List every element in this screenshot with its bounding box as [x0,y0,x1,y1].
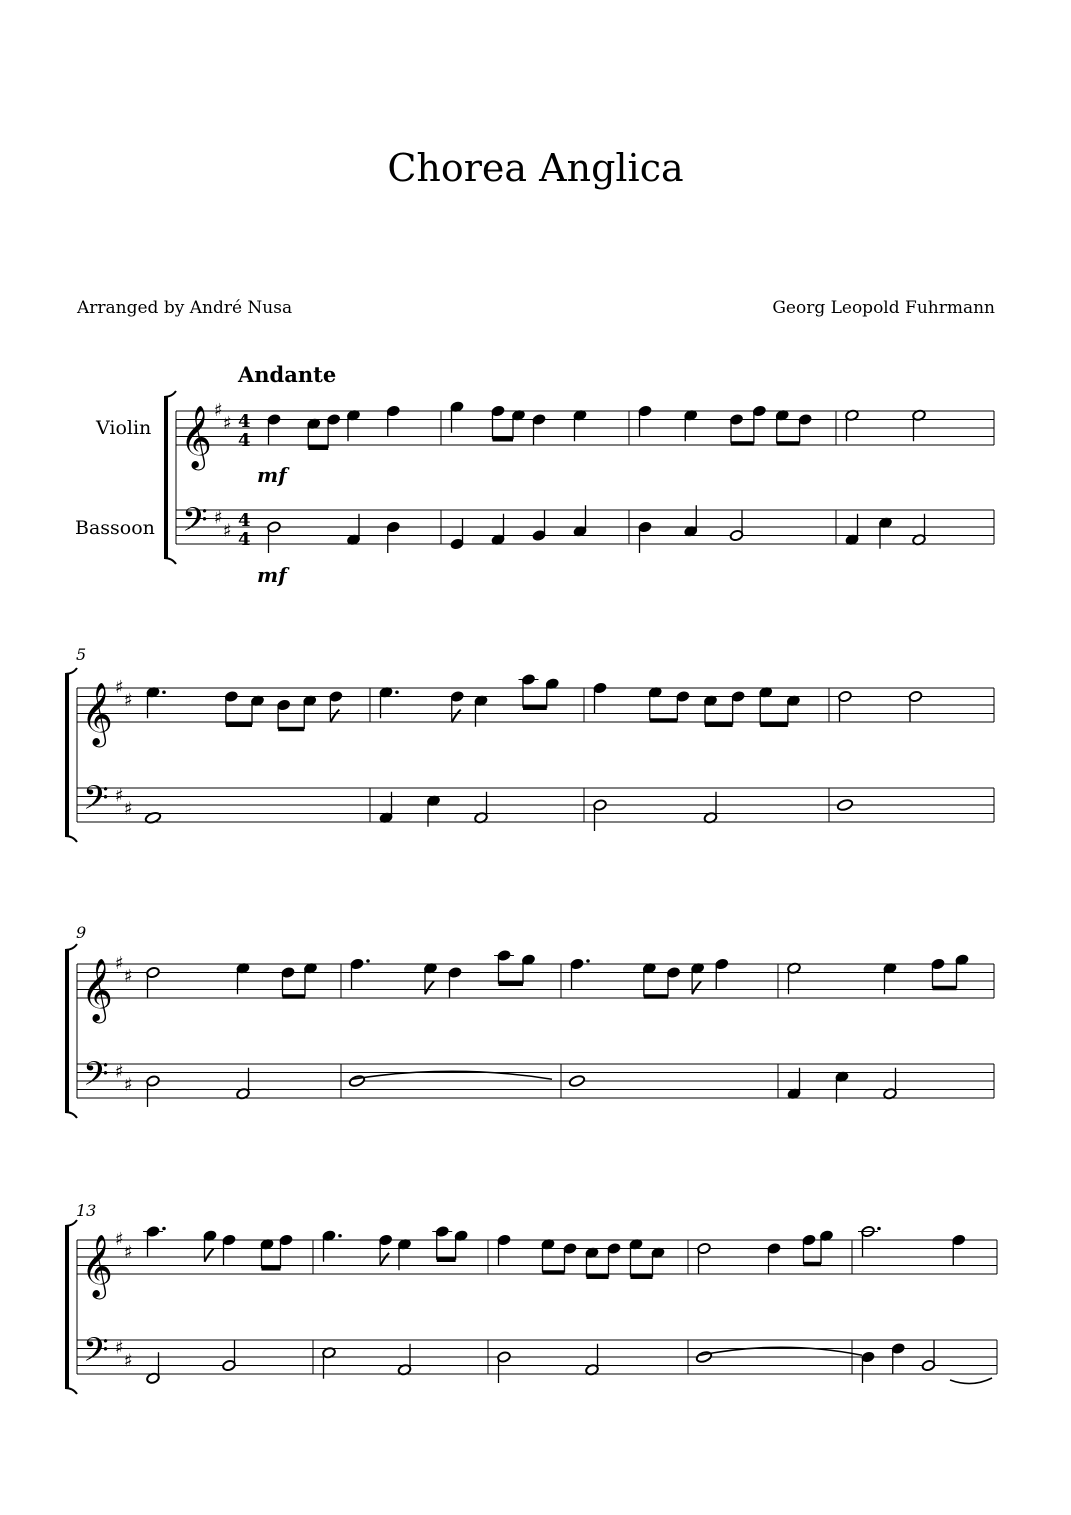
bass-clef-icon: 𝄢 [83,1055,109,1102]
measure-number-9: 9 [76,923,87,942]
bsn-note-s4-m4-1 [695,1350,712,1363]
tempo-marking: Andante [238,362,337,387]
instrument-label-bassoon: Bassoon [75,517,155,539]
key-sharp-c: ♯ [223,520,232,542]
key-sharp-f: ♯ [115,677,124,698]
key-sharp-c: ♯ [124,1350,133,1372]
vln-note-s2-m2-1-dot [395,690,399,694]
key-sharp-c: ♯ [124,689,133,711]
time-signature-bottom: 4 [238,430,251,451]
treble-clef-icon: 𝄞 [81,1234,113,1297]
system-bracket-bottom [65,1112,77,1118]
key-sharp-f: ♯ [214,507,223,529]
key-sharp-c: ♯ [124,1074,133,1096]
system-bracket-bottom [65,1388,77,1394]
treble-clef-icon: 𝄞 [81,958,113,1021]
measure-number-5: 5 [76,645,87,664]
dynamic-violin: mf [257,463,287,487]
vln-note-s3-m3-1-dot [586,959,590,963]
bass-clef-icon: 𝄢 [182,501,208,548]
vln-note-s3-m3-4-flag [692,981,701,994]
key-sharp-c: ♯ [223,412,232,434]
vln-note-s4-m2-2-flag [380,1253,389,1266]
key-sharp-c: ♯ [124,965,133,987]
system-bracket-top [65,1220,77,1226]
time-signature-bottom: 4 [238,529,251,550]
time-signature-top: 4 [238,510,251,531]
key-sharp-f: ♯ [115,785,124,807]
bass-clef-icon: 𝄢 [83,1331,109,1378]
vln-note-s2-m2-2-flag [452,710,461,723]
system-bracket-top [164,391,176,397]
arranger-credit: Arranged by André Nusa [77,298,293,318]
key-sharp-f: ♯ [115,1229,124,1250]
bsn-note-s3-m2-1 [348,1074,365,1087]
system-bracket-top [65,944,77,950]
instrument-label-violin: Violin [96,417,152,439]
bsn-note-s2-m4-1 [836,798,853,811]
vln-note-s2-m1-6-flag [330,710,339,723]
system-bracket-bottom [65,836,77,842]
vln-note-s4-m5-1-dot [877,1227,881,1231]
treble-clef-icon: 𝄞 [81,682,113,745]
key-sharp-c: ♯ [124,798,133,820]
vln-note-s4-m2-1-dot [338,1234,342,1238]
vln-note-s4-m1-2-flag [205,1249,214,1262]
vln-note-s2-m1-1-dot [162,690,166,694]
composer-credit: Georg Leopold Fuhrmann [772,298,995,318]
treble-clef-icon: 𝄞 [180,405,212,468]
tie-bassoon-continuation [950,1378,992,1384]
system-bracket-top [65,668,77,674]
vln-note-s4-m1-1-dot [162,1227,166,1231]
time-signature-top: 4 [238,411,251,432]
page-title: Chorea Anglica [387,146,684,190]
vln-note-s3-m2-2-flag [425,981,434,994]
key-sharp-c: ♯ [124,1241,133,1263]
key-sharp-f: ♯ [115,1061,124,1083]
vln-note-s3-m2-1-dot [366,959,370,963]
bsn-note-s3-m3-1 [568,1074,585,1087]
dynamic-bassoon: mf [257,563,287,587]
measure-number-13: 13 [76,1201,97,1220]
key-sharp-f: ♯ [115,1337,124,1359]
key-sharp-f: ♯ [115,953,124,974]
system-bracket-bottom [164,558,176,564]
bass-clef-icon: 𝄢 [83,779,109,826]
key-sharp-f: ♯ [214,400,223,421]
